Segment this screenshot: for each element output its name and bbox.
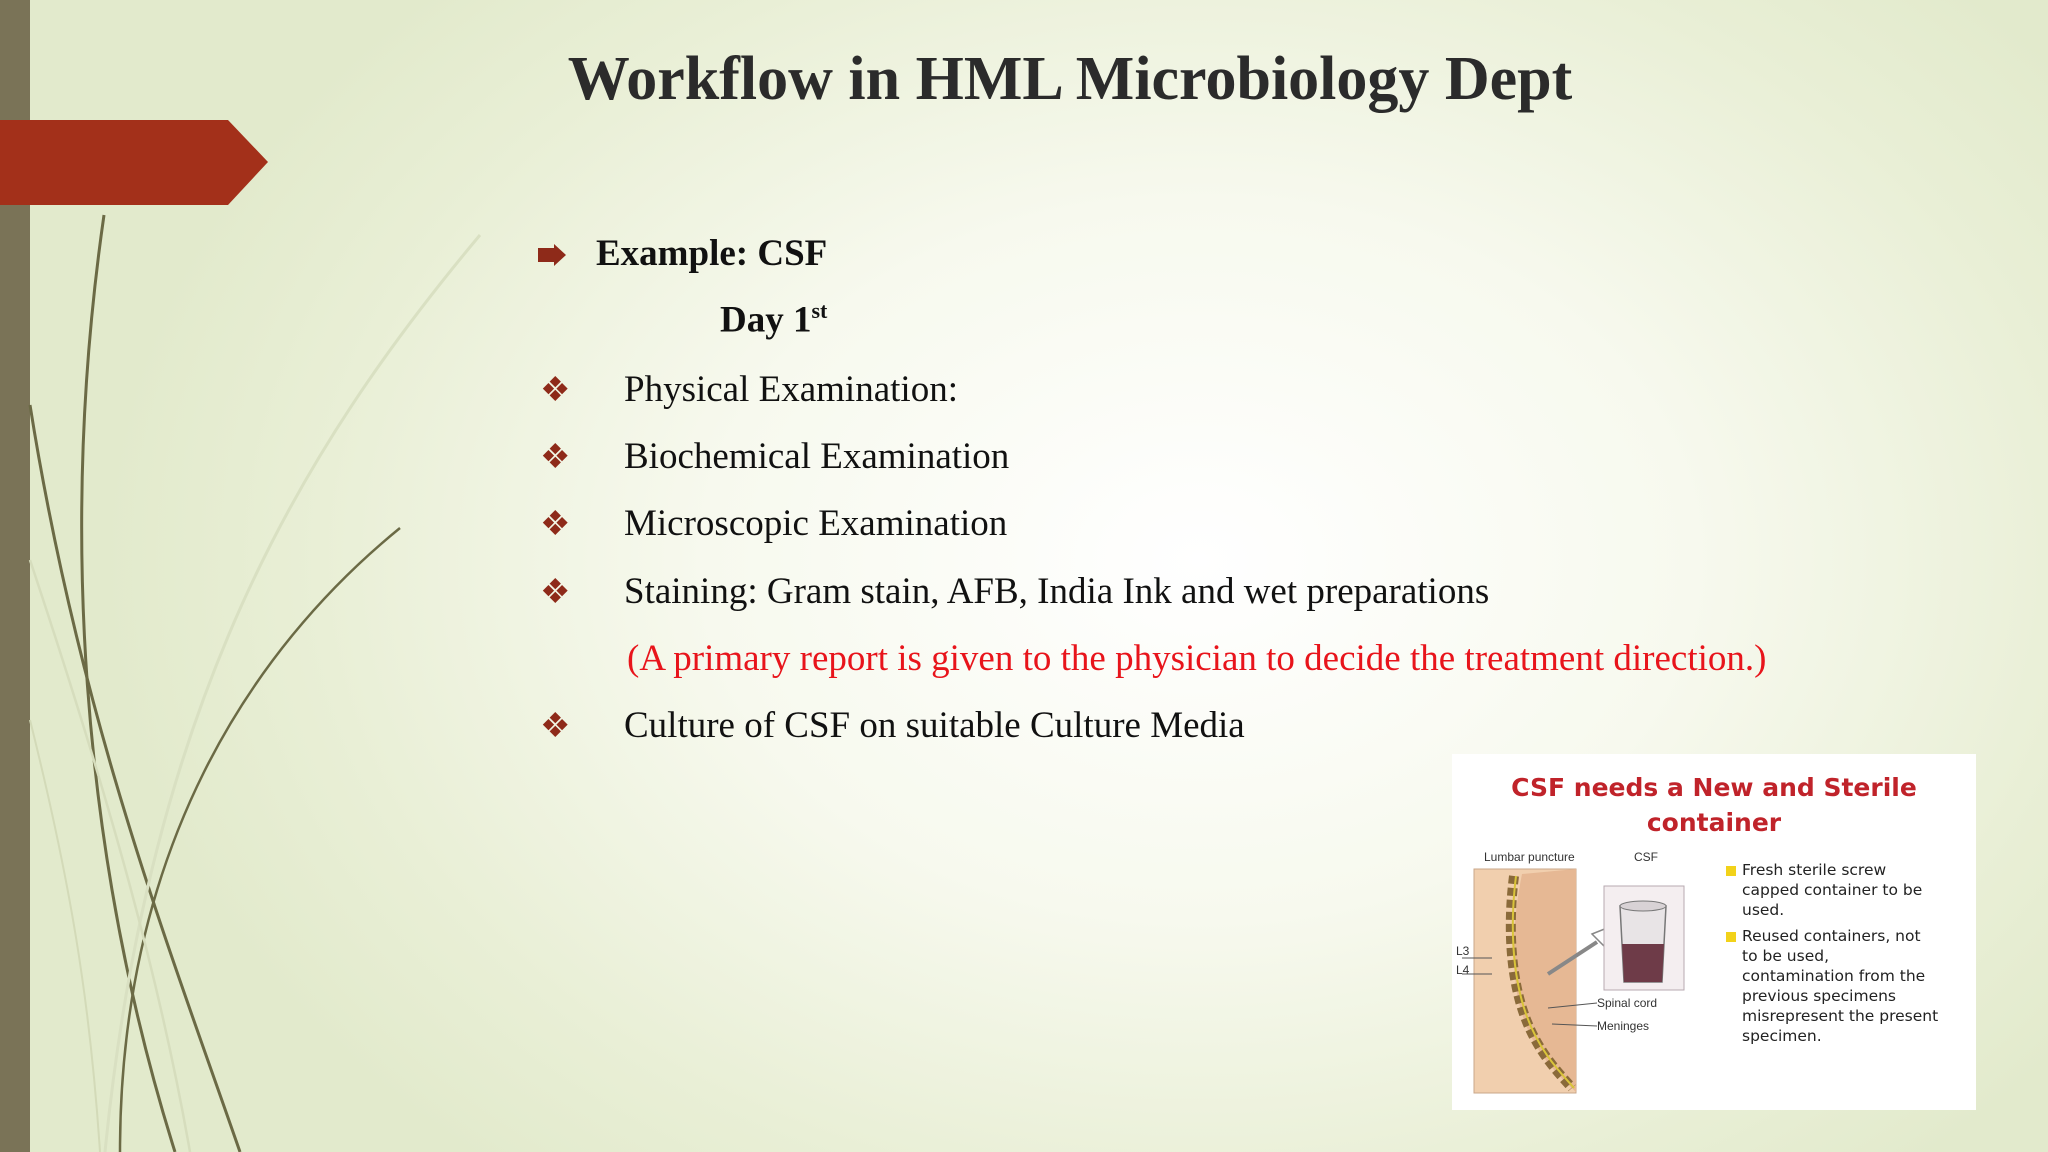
list-item: Microscopic Examination [624,503,1008,544]
figure-title-line: container [1646,808,1782,837]
lumbar-puncture-illustration [1452,864,1712,1104]
primary-report-note: (A primary report is given to the physician to decide the treatment direction.) [627,638,1767,679]
title-arrow-shape [0,120,270,205]
lumbar-puncture-label: Lumbar puncture [1484,850,1575,864]
figure-note [1742,926,1938,1046]
note-line: Reused containers, not [1742,927,1921,945]
day-label: Day 1 [720,299,812,341]
note-line: to be used, [1742,947,1829,965]
meninges-label: Meninges [1597,1019,1650,1033]
diamond-bullet-icon: ❖ [540,574,571,611]
figure-title [1452,770,1976,840]
diamond-bullet-icon: ❖ [540,372,571,409]
csf-container-figure [1452,754,1976,1110]
note-bullet-icon [1726,866,1736,876]
day-heading [720,298,827,341]
note-line: specimen. [1742,1027,1822,1045]
note-line: Fresh sterile screw [1742,861,1887,879]
diamond-bullet-icon: ❖ [540,708,571,745]
note-line: used. [1742,901,1785,919]
arrow-bullet-icon [538,244,568,266]
list-item: Staining: Gram stain, AFB, India Ink and wet preparations [624,571,1490,612]
l4-label: L4 [1456,963,1470,977]
day-superscript: st [811,298,828,323]
diamond-bullet-icon: ❖ [540,439,571,476]
example-heading: Example: CSF [596,233,828,274]
figure-title-line: CSF needs a New and Sterile [1511,773,1917,802]
note-line: misrepresent the present [1742,1007,1939,1025]
slide-title: Workflow in HML Microbiology Dept [567,45,1573,113]
diamond-bullet-icon: ❖ [540,506,571,543]
csf-label: CSF [1634,850,1658,864]
note-line: previous specimens [1742,987,1897,1005]
note-line: contamination from the [1742,967,1926,985]
list-item: Physical Examination: [624,369,958,410]
list-item: Culture of CSF on suitable Culture Media [624,705,1245,746]
spinal-cord-label: Spinal cord [1597,996,1658,1010]
l3-label: L3 [1456,944,1470,958]
list-item: Biochemical Examination [624,436,1010,477]
note-line: capped container to be [1742,881,1923,899]
figure-note [1742,860,1922,920]
note-bullet-icon [1726,932,1736,942]
